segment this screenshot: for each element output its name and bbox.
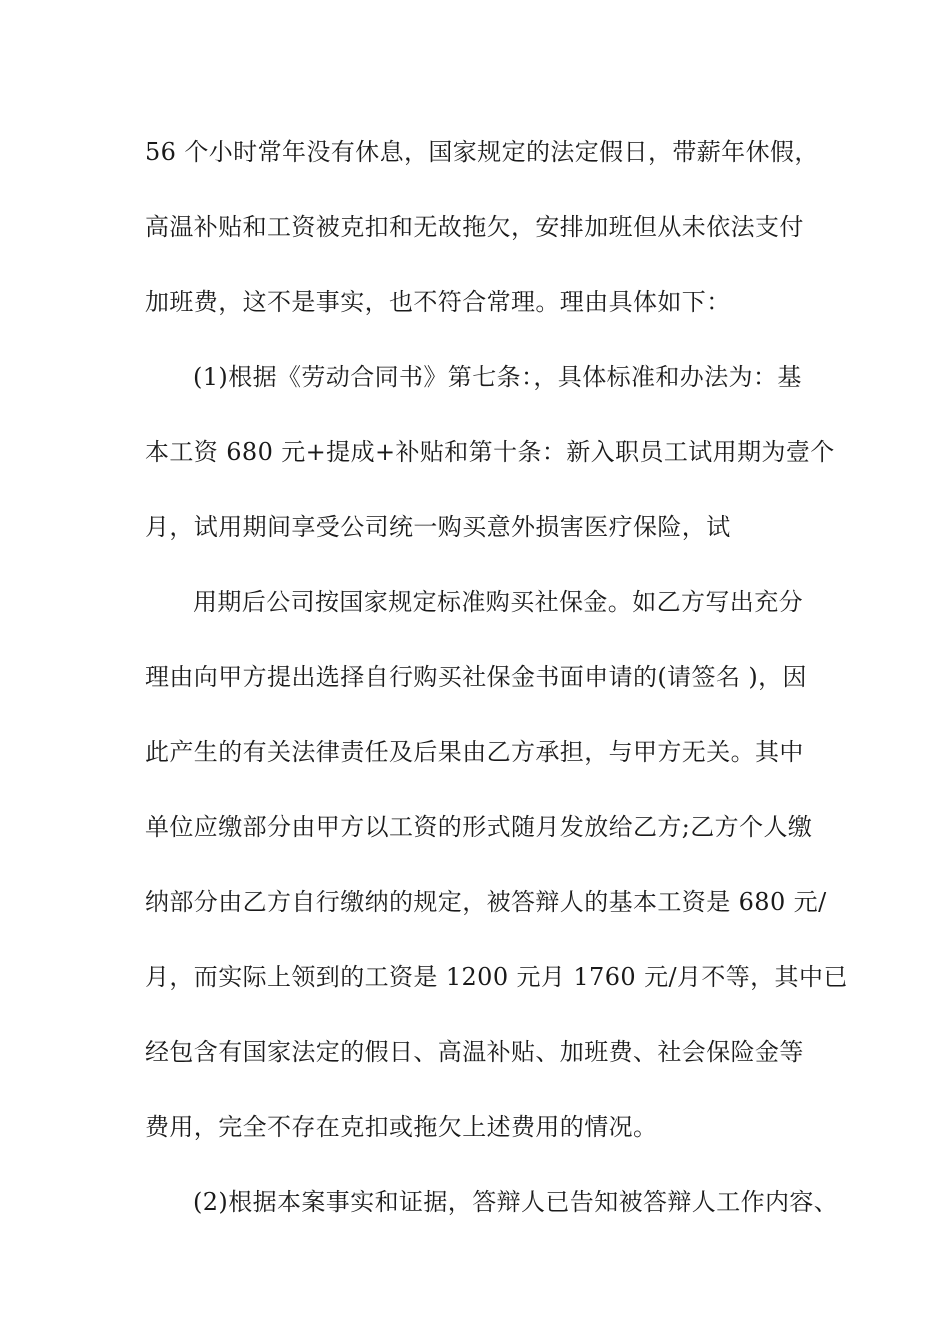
text-line: 纳部分由乙方自行缴纳的规定，被答辩人的基本工资是 680 元/ [145, 888, 827, 916]
text-line: 高温补贴和工资被克扣和无故拖欠，安排加班但从未依法支付 [145, 213, 804, 241]
text-line: (2)根据本案事实和证据，答辩人已告知被答辩人工作内容、 [193, 1188, 839, 1216]
text-line: 单位应缴部分由甲方以工资的形式随月发放给乙方;乙方个人缴 [145, 813, 813, 841]
text-line: 费用，完全不存在克扣或拖欠上述费用的情况。 [145, 1113, 658, 1141]
text-line: 月，而实际上领到的工资是 1200 元月 1760 元/月不等，其中已 [145, 963, 848, 991]
text-line: 本工资 680 元+提成+补贴和第十条：新入职员工试用期为壹个 [145, 438, 835, 466]
text-line: 月，试用期间享受公司统一购买意外损害医疗保险，试 [145, 513, 731, 541]
text-line: 理由向甲方提出选择自行购买社保金书面申请的(请签名 )，因 [145, 663, 807, 691]
text-line: 加班费，这不是事实，也不符合常理。理由具体如下： [145, 288, 731, 316]
text-line: 经包含有国家法定的假日、高温补贴、加班费、社会保险金等 [145, 1038, 804, 1066]
text-line: (1)根据《劳动合同书》第七条：，具体标准和办法为：基 [193, 363, 802, 391]
text-line: 用期后公司按国家规定标准购买社保金。如乙方写出充分 [193, 588, 803, 616]
text-line: 56 个小时常年没有休息，国家规定的法定假日，带薪年休假， [145, 138, 819, 166]
text-line: 此产生的有关法律责任及后果由乙方承担，与甲方无关。其中 [145, 738, 804, 766]
